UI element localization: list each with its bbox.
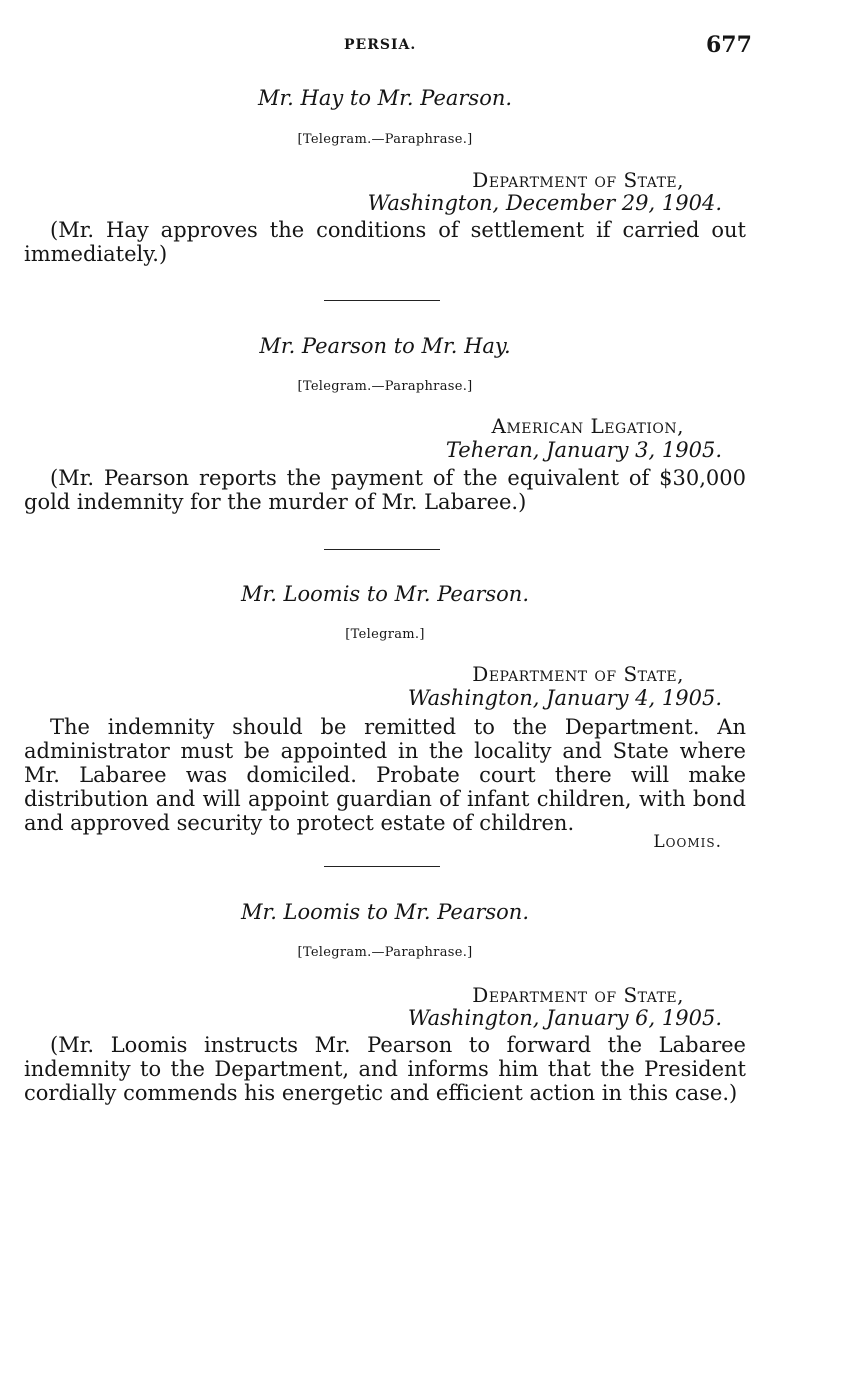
document-body: (Mr. Loomis instructs Mr. Pearson to forward the Labaree indemnity to the Department, and informs him that the President cordially commends his energetic and efficient action in this case.) bbox=[24, 1033, 746, 1105]
document-body: (Mr. Hay approves the conditions of settlement if carried out immediately.) bbox=[24, 218, 746, 266]
dateline-place: Department of State, bbox=[472, 983, 684, 1007]
document-body: The indemnity should be remitted to the Department. An administrator must be appointed in the locality and State where Mr. Labaree was domiciled. Probate court there will make distribution and will appoint guardian of infant children, with bond and approved security to protect estate of children. bbox=[24, 715, 746, 835]
dateline-date: Washington, January 6, 1905. bbox=[407, 1006, 722, 1030]
document-body: (Mr. Pearson reports the payment of the equivalent of $30,000 gold indemnity for the murder of Mr. Labaree.) bbox=[24, 466, 746, 514]
dateline-place: Department of State, bbox=[472, 662, 684, 686]
dateline-place: Department of State, bbox=[472, 168, 684, 192]
section-divider bbox=[324, 300, 440, 301]
dateline-date: Teheran, January 3, 1905. bbox=[445, 438, 722, 462]
document-subhead: [Telegram.] bbox=[345, 627, 425, 642]
dateline-date: Washington, January 4, 1905. bbox=[407, 686, 722, 710]
document-heading: Mr. Loomis to Mr. Pearson. bbox=[240, 900, 530, 924]
document-heading: Mr. Loomis to Mr. Pearson. bbox=[240, 582, 530, 606]
document-subhead: [Telegram.—Paraphrase.] bbox=[297, 132, 473, 147]
section-divider bbox=[324, 866, 440, 867]
document-subhead: [Telegram.—Paraphrase.] bbox=[297, 945, 473, 960]
document-subhead: [Telegram.—Paraphrase.] bbox=[297, 379, 473, 394]
page-number: 677 bbox=[706, 32, 752, 58]
signature: Loomis. bbox=[653, 832, 722, 852]
document-heading: Mr. Pearson to Mr. Hay. bbox=[259, 334, 511, 358]
dateline-date: Washington, December 29, 1904. bbox=[367, 191, 722, 215]
document-heading: Mr. Hay to Mr. Pearson. bbox=[257, 86, 513, 110]
running-head: PERSIA. bbox=[344, 37, 417, 53]
dateline-place: American Legation, bbox=[491, 414, 684, 438]
section-divider bbox=[324, 549, 440, 550]
